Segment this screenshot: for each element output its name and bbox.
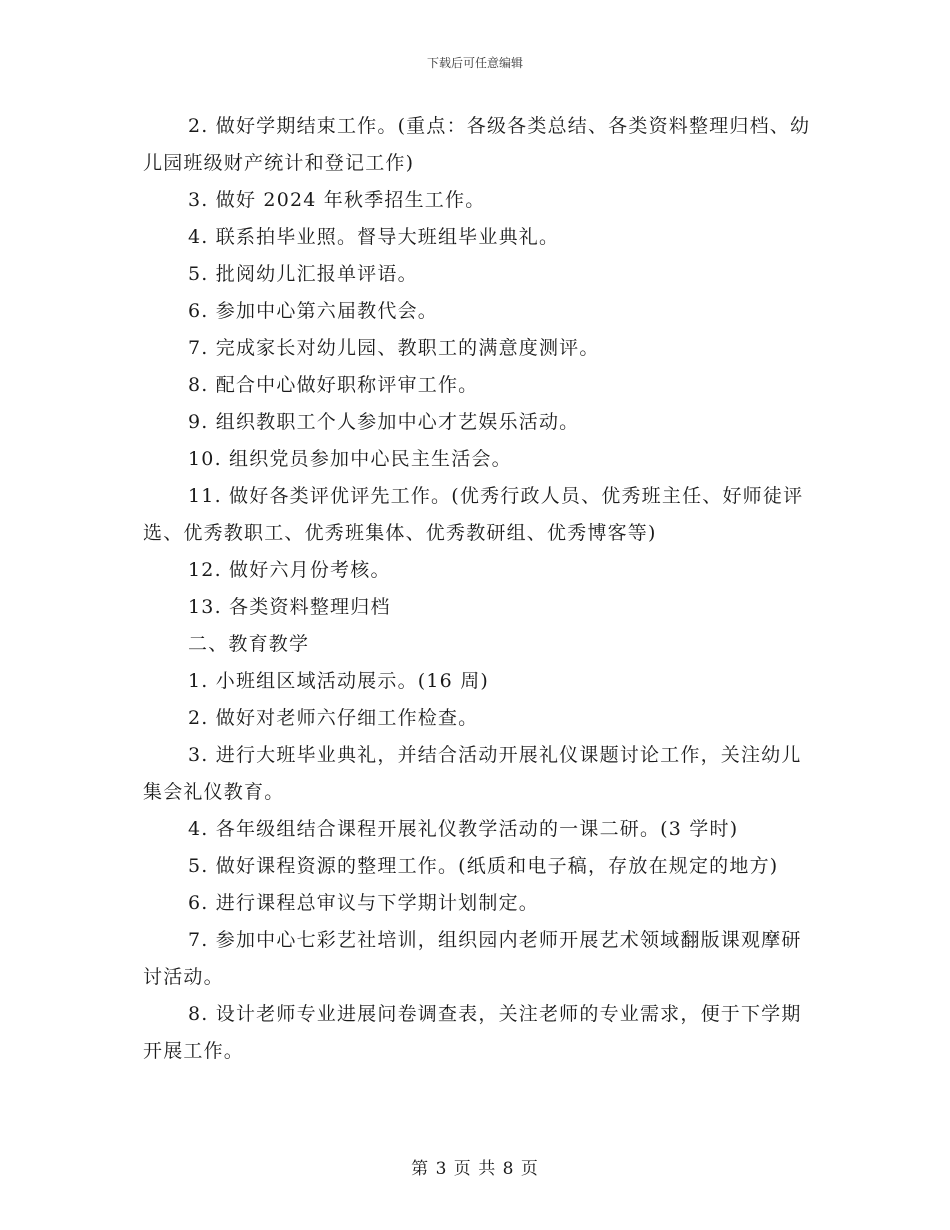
paragraph: 5. 做好课程资源的整理工作。(纸质和电子稿，存放在规定的地方) (188, 855, 779, 877)
paragraph: 11. 做好各类评优评先工作。(优秀行政人员、优秀班主任、好师徒评选、优秀教职工、优秀班集体、优秀教研组、优秀博客等) (143, 485, 804, 544)
paragraph: 13. 各类资料整理归档 (188, 596, 391, 618)
paragraph: 8. 设计老师专业进展问卷调查表，关注老师的专业需求，便于下学期开展工作。 (143, 1003, 802, 1062)
paragraph: 3. 做好 2024 年秋季招生工作。 (188, 189, 486, 211)
paragraph: 8. 配合中心做好职称评审工作。 (188, 374, 479, 396)
page-header: 下载后可任意编辑 (426, 56, 523, 70)
paragraph: 9. 组织教职工个人参加中心才艺娱乐活动。 (188, 411, 580, 433)
paragraph: 7. 参加中心七彩艺社培训，组织园内老师开展艺术领域翻版课观摩研讨活动。 (143, 929, 802, 988)
section-heading: 二、教育教学 (188, 633, 310, 655)
paragraph: 10. 组织党员参加中心民主生活会。 (188, 448, 512, 470)
paragraph: 1. 小班组区域活动展示。(16 周) (188, 670, 490, 692)
document-body (143, 108, 813, 1070)
paragraph: 7. 完成家长对幼儿园、教职工的满意度测评。 (188, 337, 600, 359)
paragraph: 12. 做好六月份考核。 (188, 559, 391, 581)
paragraph: 4. 联系拍毕业照。督导大班组毕业典礼。 (188, 226, 560, 248)
paragraph: 6. 进行课程总审议与下学期计划制定。 (188, 892, 539, 914)
paragraph: 4. 各年级组结合课程开展礼仪教学活动的一课二研。(3 学时) (188, 818, 739, 840)
paragraph: 5. 批阅幼儿汇报单评语。 (188, 263, 418, 285)
paragraph: 6. 参加中心第六届教代会。 (188, 300, 438, 322)
paragraph: 3. 进行大班毕业典礼，并结合活动开展礼仪课题讨论工作，关注幼儿集会礼仪教育。 (143, 744, 802, 803)
paragraph: 2. 做好对老师六仔细工作检查。 (188, 707, 479, 729)
page-footer: 第 3 页 共 8 页 (411, 1159, 539, 1179)
paragraph: 2. 做好学期结束工作。(重点：各级各类总结、各类资料整理归档、幼儿园班级财产统计和登记工作) (143, 115, 811, 174)
